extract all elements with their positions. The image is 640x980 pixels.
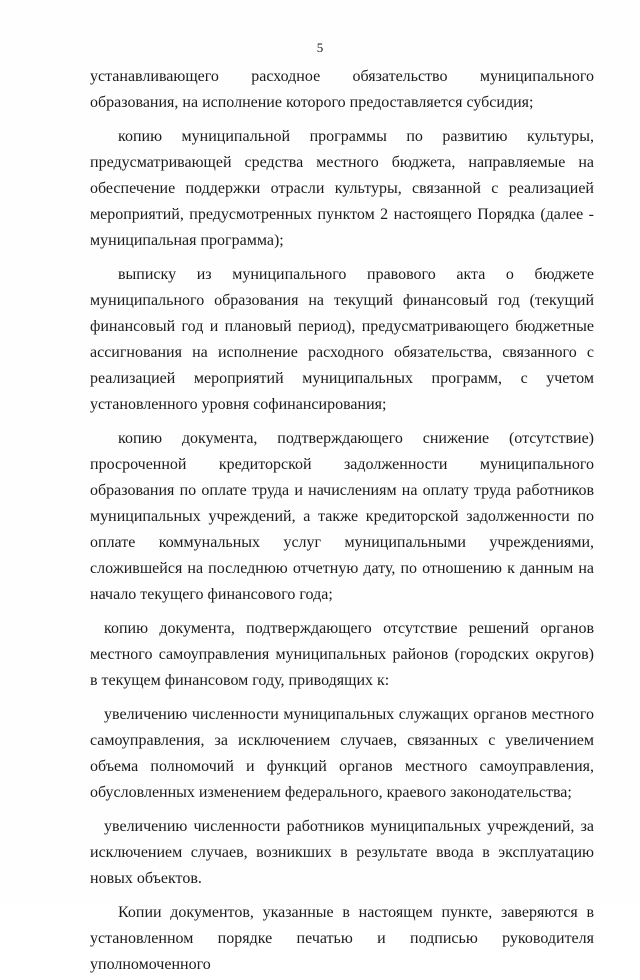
paragraph-copies-certification: Копии документов, указанные в настоящем пункте, заверяются в установленном порядке печатью и подписью руководителя уполномоченного — [90, 904, 594, 973]
paragraph-staff-increase: увеличению численности муниципальных служащих органов местного самоуправления, за исключением случаев, связанных с увеличением объема полномочий и функций органов местного самоуправления, обусловленных изменением федерального, краевого законодательства; — [90, 706, 594, 801]
paragraph-debt-document: копию документа, подтверждающего снижение (отсутствие) просроченной кредиторской задолженности муниципального образования по оплате труда и начислениям на оплату труда работников муниципальных учреждений, а также кредиторской задолженности по оплате коммунальных услуг муниципальными учреждениями, сложившейся на последнюю отчетную дату, по отношению к данным на начало текущего финансового года; — [90, 430, 594, 603]
paragraph-budget-extract: выписку из муниципального правового акта о бюджете муниципального образования на текущий финансовый год (текущий финансовый год и плановый период), предусматривающего бюджетные ассигнования на исполнение расходного обязательства, связанного с реализацией мероприятий муниципальных программ, с учетом установленного уровня софинансирования; — [90, 266, 594, 413]
paragraph-workers-increase: увеличению численности работников муниципальных учреждений, за исключением случаев, возникших в результате ввода в эксплуатацию новых объектов. — [90, 818, 594, 887]
page-number: 5 — [316, 40, 324, 55]
document-body — [90, 64, 594, 980]
paragraph-no-decisions-document: копию документа, подтверждающего отсутствие решений органов местного самоуправления муниципальных районов (городских округов) в текущем финансовом году, приводящих к: — [90, 620, 594, 689]
paragraph-continuation: устанавливающего расходное обязательство муниципального образования, на исполнение которого предоставляется субсидия; — [90, 68, 594, 111]
paragraph-program-copy: копию муниципальной программы по развитию культуры, предусматривающей средства местного бюджета, направляемые на обеспечение поддержки отрасли культуры, связанной с реализацией мероприятий, предусмотренных пунктом 2 настоящего Порядка (далее - муниципальная программа); — [90, 128, 594, 249]
